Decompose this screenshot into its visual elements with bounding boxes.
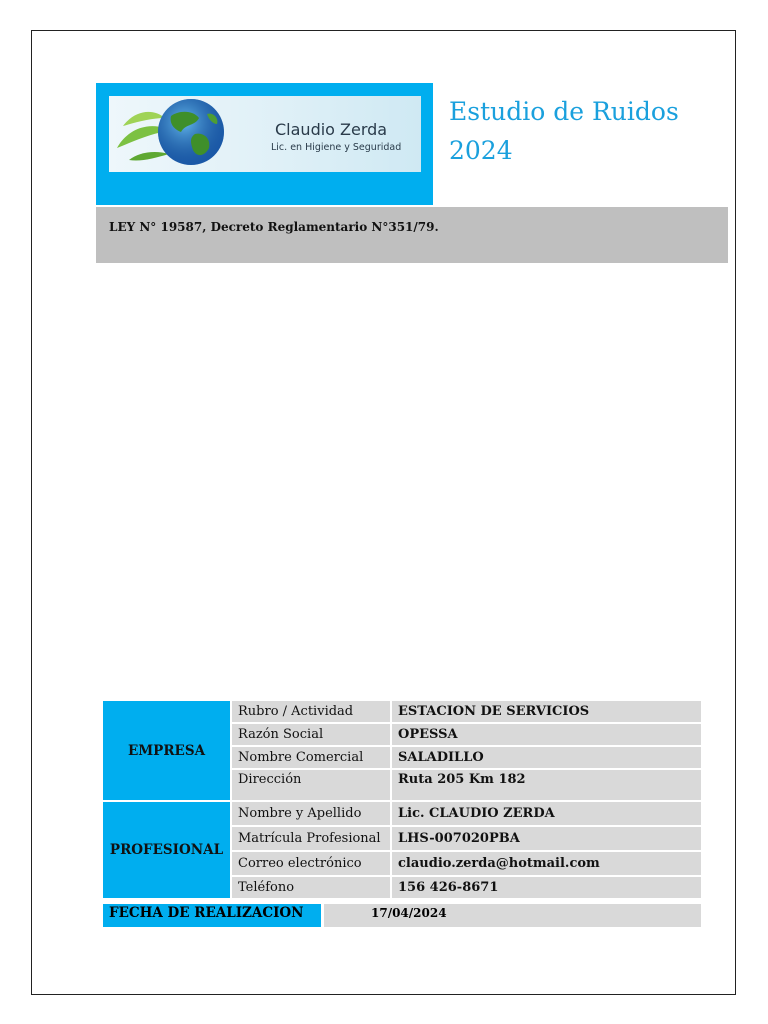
empresa-header: EMPRESA — [103, 701, 230, 800]
row-label: Teléfono — [230, 877, 390, 898]
row-value: SALADILLO — [390, 747, 701, 768]
document-title — [449, 92, 679, 170]
table-row — [103, 802, 701, 825]
fecha-row — [103, 904, 701, 927]
law-banner — [96, 207, 728, 263]
row-value: Ruta 205 Km 182 — [390, 770, 701, 800]
fecha-label: FECHA DE REALIZACION — [103, 904, 321, 927]
logo — [109, 96, 421, 172]
row-label: Dirección — [230, 770, 390, 800]
row-value: Lic. CLAUDIO ZERDA — [390, 802, 701, 825]
globe-leaf-icon — [109, 96, 269, 172]
row-label: Rubro / Actividad — [230, 701, 390, 722]
row-label: Matrícula Profesional — [230, 827, 390, 850]
row-label: Razón Social — [230, 724, 390, 745]
law-text: LEY N° 19587, Decreto Reglamentario N°351/79. — [109, 220, 439, 234]
title-line-2: 2024 — [449, 136, 513, 165]
row-label: Correo electrónico — [230, 852, 390, 875]
row-value: OPESSA — [390, 724, 701, 745]
row-label: Nombre Comercial — [230, 747, 390, 768]
logo-subtitle: Lic. en Higiene y Seguridad — [271, 142, 402, 153]
logo-banner — [96, 83, 433, 205]
row-value: LHS-007020PBA — [390, 827, 701, 850]
fecha-value: 17/04/2024 — [324, 904, 701, 927]
title-line-1: Estudio de Ruidos — [449, 97, 679, 126]
row-value: claudio.zerda@hotmail.com — [390, 852, 701, 875]
table-row — [103, 701, 701, 722]
row-value: 156 426-8671 — [390, 877, 701, 898]
info-table — [103, 699, 701, 900]
profesional-header: PROFESIONAL — [103, 802, 230, 898]
logo-name: Claudio Zerda — [275, 120, 388, 139]
row-value: ESTACION DE SERVICIOS — [390, 701, 701, 722]
row-label: Nombre y Apellido — [230, 802, 390, 825]
